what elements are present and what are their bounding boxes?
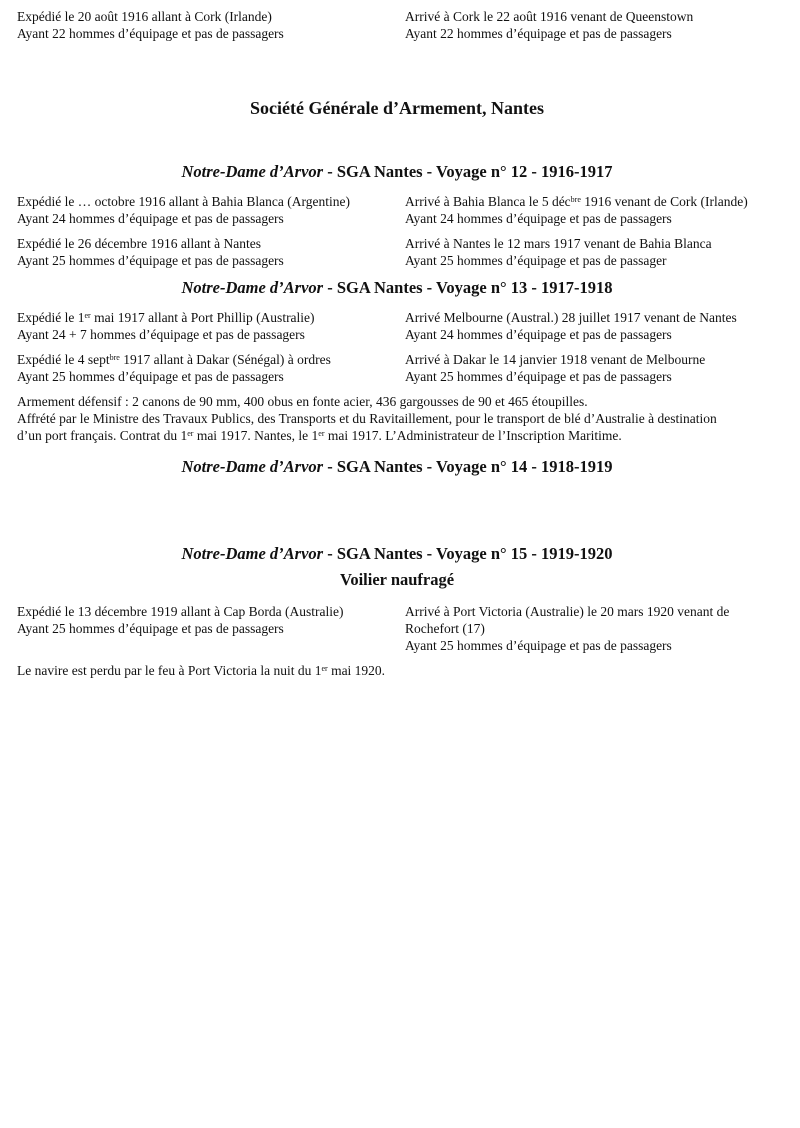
- charter-note: Affrété par le Ministre des Travaux Publics, des Transports et du Ravitaillement, pour le transport de blé d’Australie à destination: [17, 411, 717, 426]
- departure-line: Expédié le 4 sept$^{bre}$ 1917 allant à Dakar (Sénégal) à ordres: [17, 352, 331, 367]
- voyage-13-title-rest: - SGA Nantes - Voyage n° 13 - 1917-1918: [323, 278, 613, 297]
- entry-row-v12-1: [17, 193, 777, 227]
- arrival-line: Arrivé à Cork le 22 août 1916 venant de Queenstown: [405, 9, 694, 24]
- arrival-entry: [405, 8, 777, 42]
- voyage-12-title-rest: - SGA Nantes - Voyage n° 12 - 1916-1917: [323, 162, 613, 181]
- document-page: [17, 8, 777, 679]
- voyage-13-notes: [17, 393, 777, 444]
- entry-row-v12-2: [17, 235, 777, 269]
- contract-note: d’un port français. Contrat du 1er mai 1917. Nantes, le 1er mai 1917. L’Administrateur de l’Inscription Maritime.: [17, 428, 622, 443]
- entry-row-top: [17, 8, 777, 42]
- departure-line: Expédié le 20 août 1916 allant à Cork (Irlande): [17, 9, 272, 24]
- voyage-13-title: [17, 277, 777, 299]
- arrival-origin-line: Rochefort (17): [405, 621, 485, 636]
- departure-entry: [17, 8, 395, 42]
- arrival-entry: [405, 193, 777, 227]
- company-heading: Société Générale d’Armement, Nantes: [250, 98, 544, 118]
- crew-line: Ayant 25 hommes d’équipage et pas de passagers: [405, 369, 672, 384]
- crew-line: Ayant 24 hommes d’équipage et pas de passagers: [405, 327, 672, 342]
- loss-note: Le navire est perdu par le feu à Port Victoria la nuit du 1er mai 1920.: [17, 663, 386, 678]
- crew-line: Ayant 25 hommes d’équipage et pas de passagers: [405, 638, 672, 653]
- departure-line: Expédié le 13 décembre 1919 allant à Cap Borda (Australie): [17, 604, 344, 619]
- ship-name: Notre-Dame d’Arvor: [181, 162, 324, 181]
- crew-line: Ayant 25 hommes d’équipage et pas de passager: [405, 253, 667, 268]
- voyage-15-subtitle: Voilier naufragé: [339, 570, 455, 589]
- crew-line: Ayant 25 hommes d’équipage et pas de passagers: [17, 369, 284, 384]
- voyage-12-title: [17, 161, 777, 183]
- arrival-line: Arrivé Melbourne (Austral.) 28 juillet 1917 venant de Nantes: [405, 310, 737, 325]
- departure-line: Expédié le 1er mai 1917 allant à Port Phillip (Australie): [17, 310, 315, 325]
- voyage-14-title-rest: - SGA Nantes - Voyage n° 14 - 1918-1919: [323, 457, 613, 476]
- crew-line: Ayant 22 hommes d’équipage et pas de passagers: [405, 26, 672, 41]
- arrival-entry: [405, 351, 777, 385]
- entry-row-v13-1: [17, 309, 777, 343]
- departure-entry: [17, 235, 395, 269]
- departure-entry: [17, 309, 395, 343]
- voyage-15-title-rest: - SGA Nantes - Voyage n° 15 - 1919-1920: [323, 544, 613, 563]
- arrival-line: Arrivé à Port Victoria (Australie) le 20 mars 1920 venant de: [405, 604, 730, 619]
- departure-entry: [17, 603, 395, 654]
- arrival-line: Arrivé à Bahia Blanca le 5 déc$^{bre}$ 1916 venant de Cork (Irlande): [405, 194, 748, 209]
- crew-line: Ayant 24 hommes d’équipage et pas de passagers: [17, 211, 284, 226]
- ship-name: Notre-Dame d’Arvor: [181, 278, 324, 297]
- entry-row-v15-1: [17, 603, 777, 654]
- departure-line: Expédié le … octobre 1916 allant à Bahia Blanca (Argentine): [17, 194, 351, 209]
- ship-name: Notre-Dame d’Arvor: [181, 544, 324, 563]
- entry-row-v13-2: [17, 351, 777, 385]
- voyage-15-title: [17, 543, 777, 565]
- arrival-line: Arrivé à Dakar le 14 janvier 1918 venant de Melbourne: [405, 352, 706, 367]
- arrival-entry: [405, 235, 777, 269]
- ship-name: Notre-Dame d’Arvor: [181, 457, 324, 476]
- arrival-line: Arrivé à Nantes le 12 mars 1917 venant de Bahia Blanca: [405, 236, 712, 251]
- crew-line: Ayant 25 hommes d’équipage et pas de passagers: [17, 253, 284, 268]
- arrival-entry: [405, 603, 777, 654]
- crew-line: Ayant 24 + 7 hommes d’équipage et pas de passagers: [17, 327, 305, 342]
- departure-line: Expédié le 26 décembre 1916 allant à Nantes: [17, 236, 262, 251]
- voyage-14-title: [17, 456, 777, 478]
- departure-entry: [17, 193, 395, 227]
- crew-line: Ayant 24 hommes d’équipage et pas de passagers: [405, 211, 672, 226]
- arrival-entry: [405, 309, 777, 343]
- armament-note: Armement défensif : 2 canons de 90 mm, 400 obus en fonte acier, 436 gargousses de 90 et 465 étoupilles.: [17, 394, 588, 409]
- departure-entry: [17, 351, 395, 385]
- crew-line: Ayant 22 hommes d’équipage et pas de passagers: [17, 26, 284, 41]
- crew-line: Ayant 25 hommes d’équipage et pas de passagers: [17, 621, 284, 636]
